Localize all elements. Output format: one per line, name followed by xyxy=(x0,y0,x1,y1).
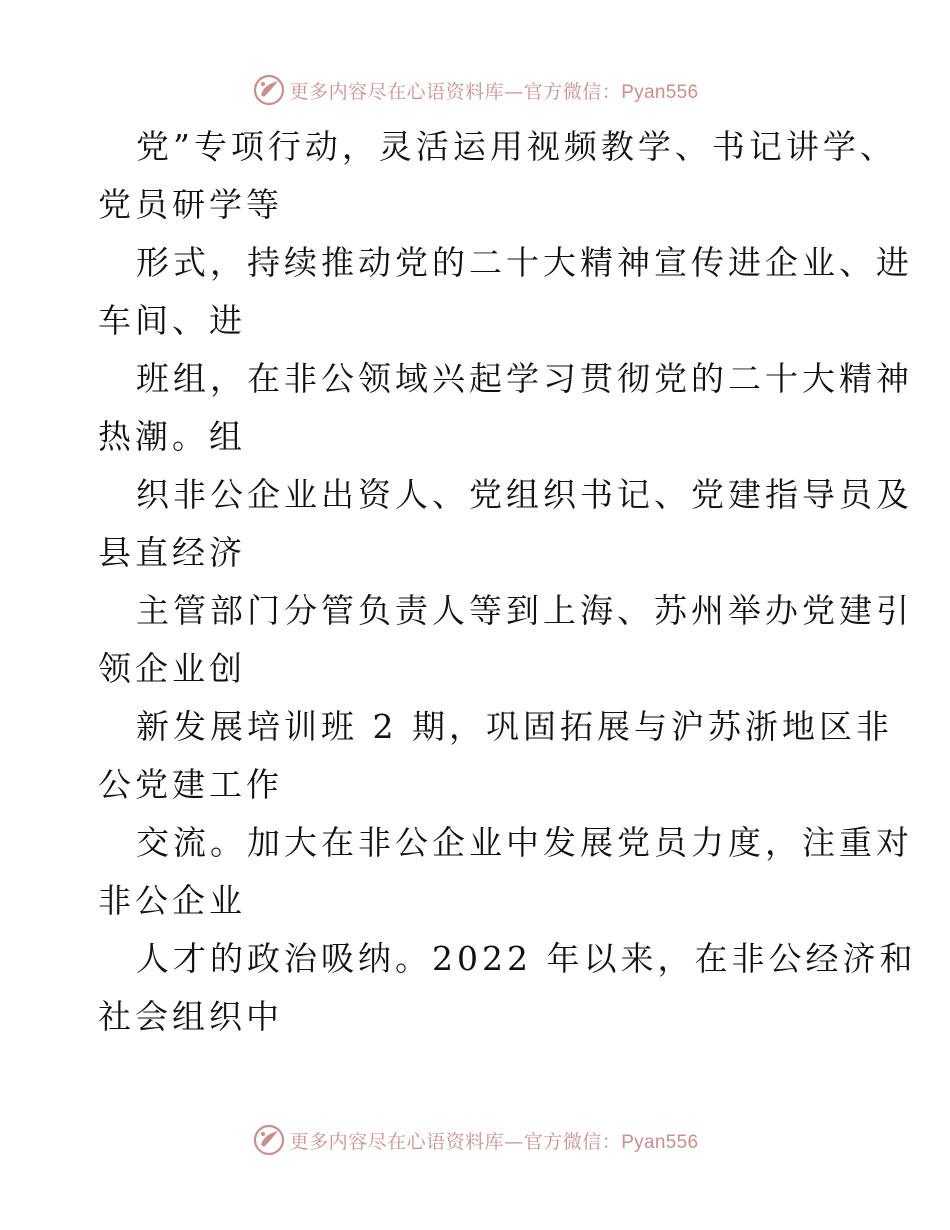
paragraph xyxy=(98,930,917,1046)
text-line: 车间、进 xyxy=(98,301,246,340)
watermark-brand: 更多内容尽在心语资料库 xyxy=(289,80,505,103)
text-line: 党员研学等 xyxy=(98,185,283,224)
text-line: 班组，在非公领域兴起学习贯彻党的二十大精神 xyxy=(136,359,913,398)
watermark-id: Pyan556 xyxy=(621,1131,699,1153)
paragraph xyxy=(98,582,913,698)
paragraph xyxy=(98,118,897,234)
watermark-contact: 官方微信： xyxy=(523,1130,622,1153)
text-line: 织非公企业出资人、党组织书记、党建指导员及 xyxy=(136,475,913,514)
text-line: 社会组织中 xyxy=(98,997,283,1036)
watermark-separator: — xyxy=(504,1130,524,1153)
watermark-text xyxy=(290,77,699,104)
text-line: 党”专项行动，灵活运用视频教学、书记讲学、 xyxy=(136,127,897,166)
text-line: 公党建工作 xyxy=(98,765,283,804)
header-watermark xyxy=(0,70,950,110)
brand-logo-icon xyxy=(252,73,286,107)
text-line: 领企业创 xyxy=(98,649,246,688)
text-line: 新发展培训班 2 期，巩固拓展与沪苏浙地区非 xyxy=(136,707,893,746)
watermark-contact: 官方微信： xyxy=(523,80,622,103)
paragraph xyxy=(98,814,913,930)
text-line: 交流。加大在非公企业中发展党员力度，注重对 xyxy=(136,823,913,862)
watermark-brand: 更多内容尽在心语资料库 xyxy=(289,1130,505,1153)
document-body xyxy=(98,118,917,1046)
text-line: 人才的政治吸纳。2022 年以来，在非公经济和 xyxy=(136,939,917,978)
watermark-id: Pyan556 xyxy=(621,81,699,103)
watermark-text xyxy=(290,1127,699,1154)
paragraph xyxy=(98,350,913,466)
text-line: 热潮。组 xyxy=(98,417,246,456)
paragraph xyxy=(98,698,893,814)
text-line: 主管部门分管负责人等到上海、苏州举办党建引 xyxy=(136,591,913,630)
paragraph xyxy=(98,466,913,582)
paragraph xyxy=(98,234,913,350)
text-line: 形式，持续推动党的二十大精神宣传进企业、进 xyxy=(136,243,913,282)
text-line: 县直经济 xyxy=(98,533,246,572)
footer-watermark xyxy=(0,1120,950,1160)
watermark-separator: — xyxy=(504,80,524,103)
brand-logo-icon xyxy=(252,1123,286,1157)
text-line: 非公企业 xyxy=(98,881,246,920)
